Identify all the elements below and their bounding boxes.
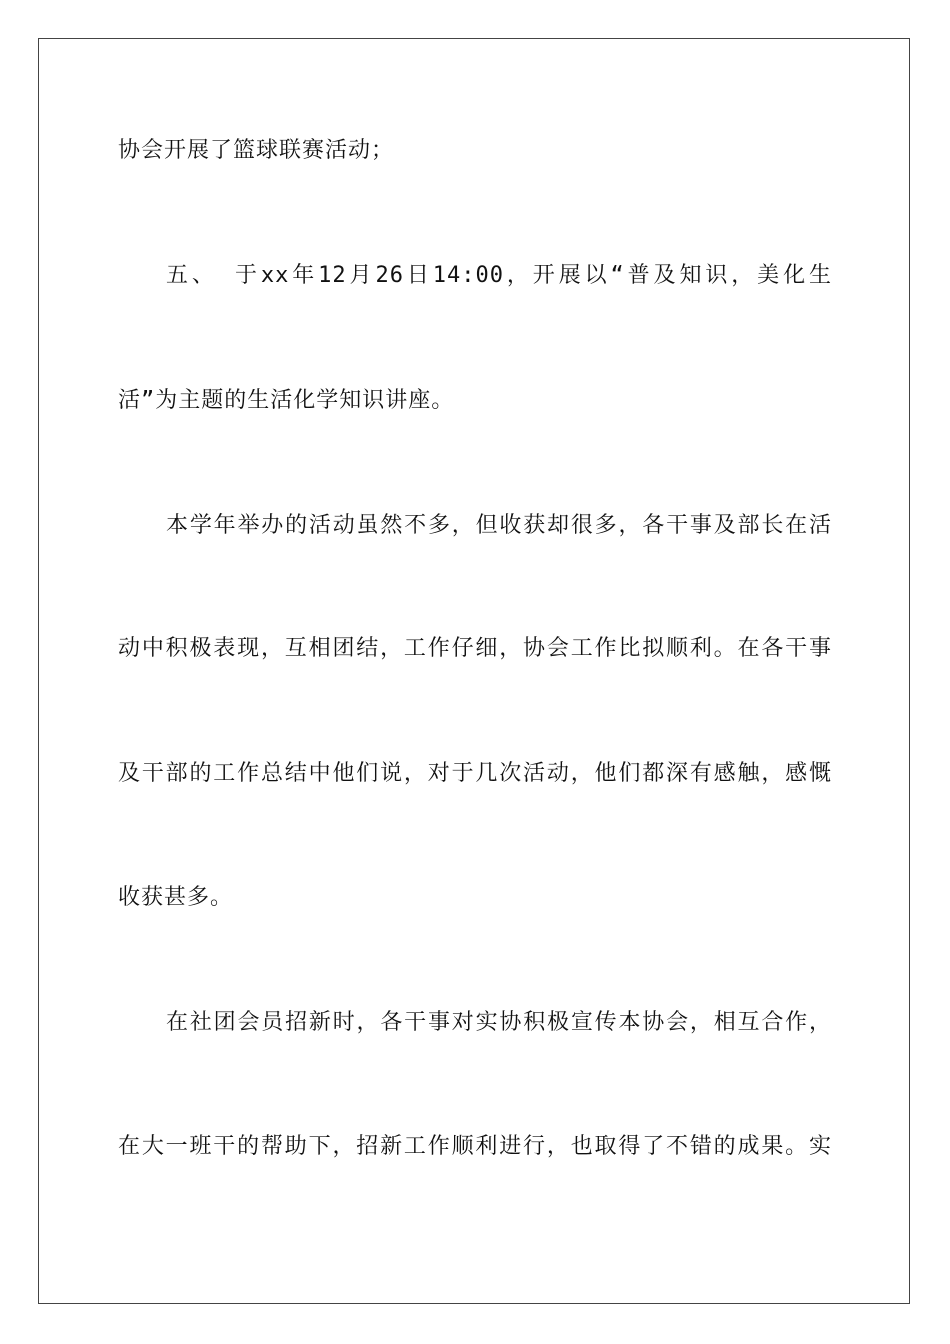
page-border bbox=[38, 38, 910, 1304]
text-line-9: 在大一班干的帮助下，招新工作顺利进行，也取得了不错的成果。实 bbox=[118, 1134, 832, 1159]
text-line-6: 及干部的工作总结中他们说，对于几次活动，他们都深有感触，感慨 bbox=[118, 761, 832, 786]
text-line-3: 活”为主题的生活化学知识讲座。 bbox=[118, 388, 455, 413]
text-line-4: 本学年举办的活动虽然不多，但收获却很多，各干事及部长在活 bbox=[166, 513, 832, 538]
text-line-1: 协会开展了篮球联赛活动； bbox=[118, 138, 395, 163]
text-line-8: 在社团会员招新时，各干事对实协积极宣传本协会，相互合作， bbox=[166, 1010, 832, 1035]
text-line-7: 收获甚多。 bbox=[118, 885, 234, 910]
text-line-2: 五、 于xx年12月26日14:00，开展以“普及知识，美化生 bbox=[166, 263, 832, 288]
text-line-5: 动中积极表现，互相团结，工作仔细，协会工作比拟顺利。在各干事 bbox=[118, 636, 832, 661]
